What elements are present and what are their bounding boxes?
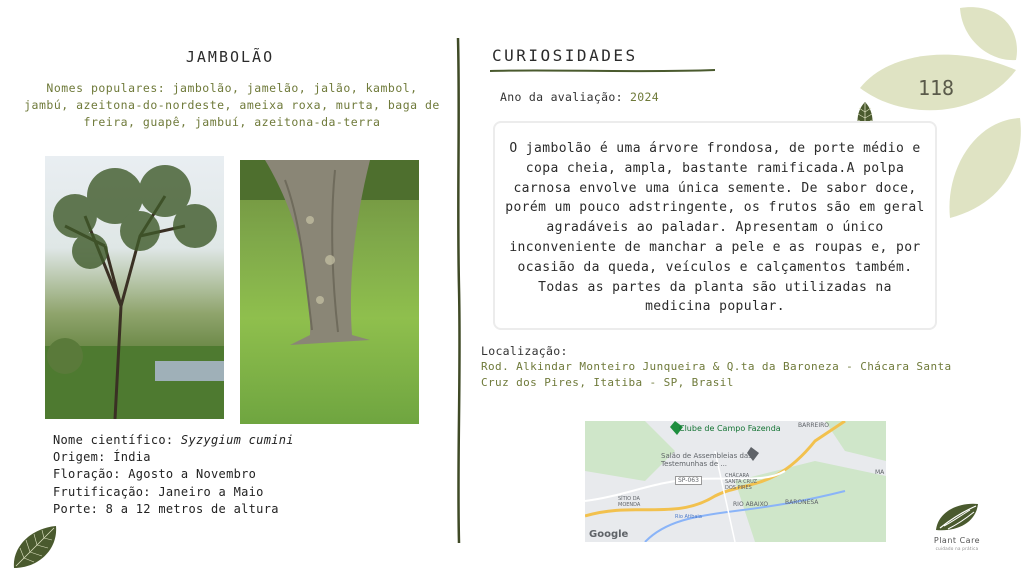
- map-label-barreiro: BARREIRO: [798, 422, 830, 429]
- map-label-baronesa: BARONESA: [785, 499, 819, 506]
- species-title: JAMBOLÃO: [185, 48, 275, 66]
- scientific-name-label: Nome científico:: [53, 433, 181, 447]
- title-underline: [490, 68, 715, 74]
- section-title: CURIOSIDADES: [492, 46, 638, 65]
- logo-tagline: cuidado na prática: [935, 546, 979, 551]
- fruiting-line: Frutificação: Janeiro a Maio: [53, 484, 264, 499]
- curiosities-text: O jambolão é uma árvore frondosa, de porte médio e copa cheia, ampla, bastante ramificada.A polpa carnosa envolve uma única semente. De sabor doce, porém um pouco adstringente, os frutos são em geral agradáveis ao paladar. Apresentam o único inconveniente de manchar a pele e as roupas e, por ocasião da queda, veículos e calçamentos também. Todas as partes da planta são utilizadas na medicina popular.: [505, 141, 925, 315]
- plant-care-logo-icon: [934, 500, 980, 534]
- column-divider: [455, 38, 463, 543]
- logo-name: Plant Care: [933, 536, 981, 545]
- map-label-chacara: CHÁCARA SANTA CRUZ DOS PIRES: [725, 473, 758, 491]
- origin-line: Origem: Índia: [53, 450, 151, 465]
- map-label-road: SP-063: [675, 476, 702, 485]
- flowering-line: Floração: Agosto a Novembro: [53, 467, 257, 482]
- google-logo: Google: [589, 529, 629, 540]
- page-number: 118: [917, 76, 955, 100]
- popular-names: Nomes populares: jambolão, jamelão, jalão, kambol, jambú, azeitona-do-nordeste, ameixa roxa, murta, baga de freira, guapê, jambuí, azeitona-da-terra: [24, 81, 440, 129]
- evaluation-value: 2024: [630, 90, 659, 104]
- species-facts: [53, 432, 353, 518]
- scientific-name-value: Syzygium cumini: [180, 433, 294, 447]
- evaluation-label: Ano da avaliação:: [500, 90, 631, 104]
- map-poi-clube[interactable]: Clube de Campo Fazenda: [679, 424, 781, 433]
- map-label-edge: MA: [875, 469, 885, 476]
- location-map[interactable]: [585, 421, 886, 542]
- tree-photo: [45, 156, 224, 419]
- location-label: Localização:: [481, 344, 568, 358]
- trunk-photo: [240, 160, 419, 424]
- bottom-leaf-icon: [10, 522, 60, 572]
- map-label-rio-abaixo: RIO ABAIXO: [733, 501, 769, 508]
- scientific-name-line: [53, 432, 353, 449]
- map-label-rio: Rio Atibaia: [675, 514, 702, 520]
- map-poi-salao[interactable]: Salão de Assembleias das Testemunhas de ...: [661, 452, 752, 468]
- location-address: Rod. Alkindar Monteiro Junqueira & Q.ta da Baroneza - Chácara Santa Cruz dos Pires, Itatiba - SP, Brasil: [481, 360, 952, 389]
- evaluation-year: [500, 90, 659, 104]
- map-label-sitio: SÍTIO DA MOENDA: [618, 496, 641, 508]
- size-line: Porte: 8 a 12 metros de altura: [53, 501, 279, 516]
